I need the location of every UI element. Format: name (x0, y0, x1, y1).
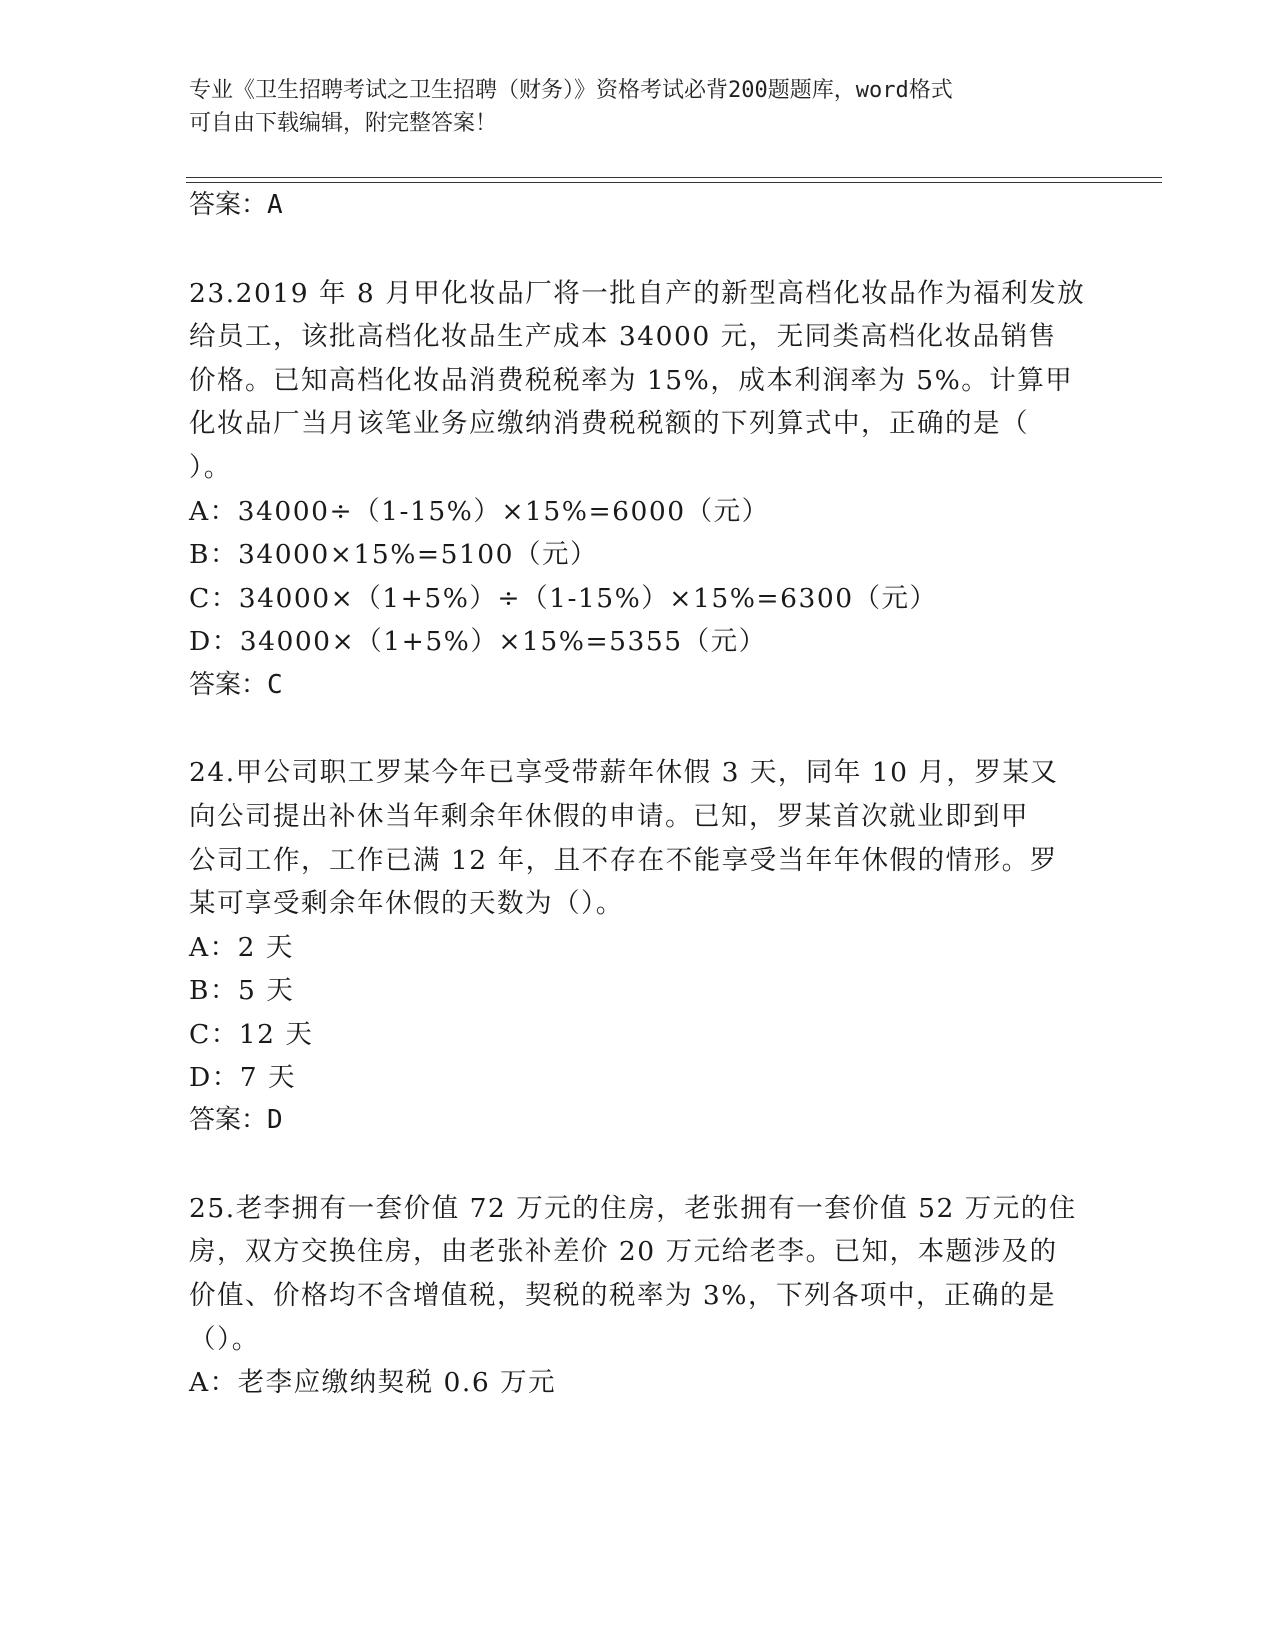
question-24-line-3: 公司工作，工作已满 12 年，且不存在不能享受当年年休假的情形。罗 (189, 845, 1058, 876)
question-23-option-c: C：34000×（1+5%）÷（1-15%）×15%=6300（元） (189, 583, 938, 614)
question-23-option-a: A：34000÷（1-15%）×15%=6000（元） (189, 496, 770, 527)
question-24-option-b: B：5 天 (189, 975, 295, 1006)
question-23-answer: 答案：C (189, 670, 283, 700)
question-24-option-d: D：7 天 (189, 1062, 297, 1093)
question-24-line-4: 某可享受剩余年休假的天数为（）。 (189, 888, 624, 919)
question-23-option-d: D：34000×（1+5%）×15%=5355（元） (189, 626, 767, 657)
question-23-line-3: 价格。已知高档化妆品消费税税率为 15%，成本利润率为 5%。计算甲 (189, 365, 1074, 396)
question-25-line-1: 25.老李拥有一套价值 72 万元的住房，老张拥有一套价值 52 万元的住 (189, 1193, 1077, 1224)
question-25-line-4: （）。 (189, 1324, 260, 1355)
question-24-option-c: C：12 天 (189, 1019, 314, 1050)
header-line-1: 专业《卫生招聘考试之卫生招聘（财务）》资格考试必背200题题库，word格式 (189, 78, 953, 103)
question-25-line-2: 房，双方交换住房，由老张补差价 20 万元给老李。已知，本题涉及的 (189, 1236, 1058, 1267)
header-line-2: 可自由下载编辑，附完整答案！ (189, 111, 498, 136)
question-23-line-5: ）。 (189, 452, 232, 483)
question-25-option-a: A：老李应缴纳契税 0.6 万元 (189, 1367, 557, 1398)
question-24-line-2: 向公司提出补休当年剩余年休假的申请。已知，罗某首次就业即到甲 (189, 801, 1029, 832)
header-divider-top (186, 177, 1162, 178)
question-23-line-1: 23.2019 年 8 月甲化妆品厂将一批自产的新型高档化妆品作为福利发放 (189, 278, 1086, 309)
header-divider-bottom (186, 182, 1162, 183)
question-23-line-4: 化妆品厂当月该笔业务应缴纳消费税税额的下列算式中，正确的是（ (189, 408, 1029, 439)
question-24-answer: 答案：D (189, 1105, 283, 1135)
question-24-option-a: A：2 天 (189, 932, 294, 963)
question-25-line-3: 价值、价格均不含增值税，契税的税率为 3%，下列各项中，正确的是 (189, 1280, 1056, 1311)
question-23-line-2: 给员工，该批高档化妆品生产成本 34000 元，无同类高档化妆品销售 (189, 321, 1057, 352)
answer-previous: 答案：A (189, 190, 283, 220)
question-24-line-1: 24.甲公司职工罗某今年已享受带薪年休假 3 天，同年 10 月，罗某又 (189, 757, 1059, 788)
page-header (189, 74, 1089, 140)
question-23-option-b: B：34000×15%=5100（元） (189, 539, 599, 570)
